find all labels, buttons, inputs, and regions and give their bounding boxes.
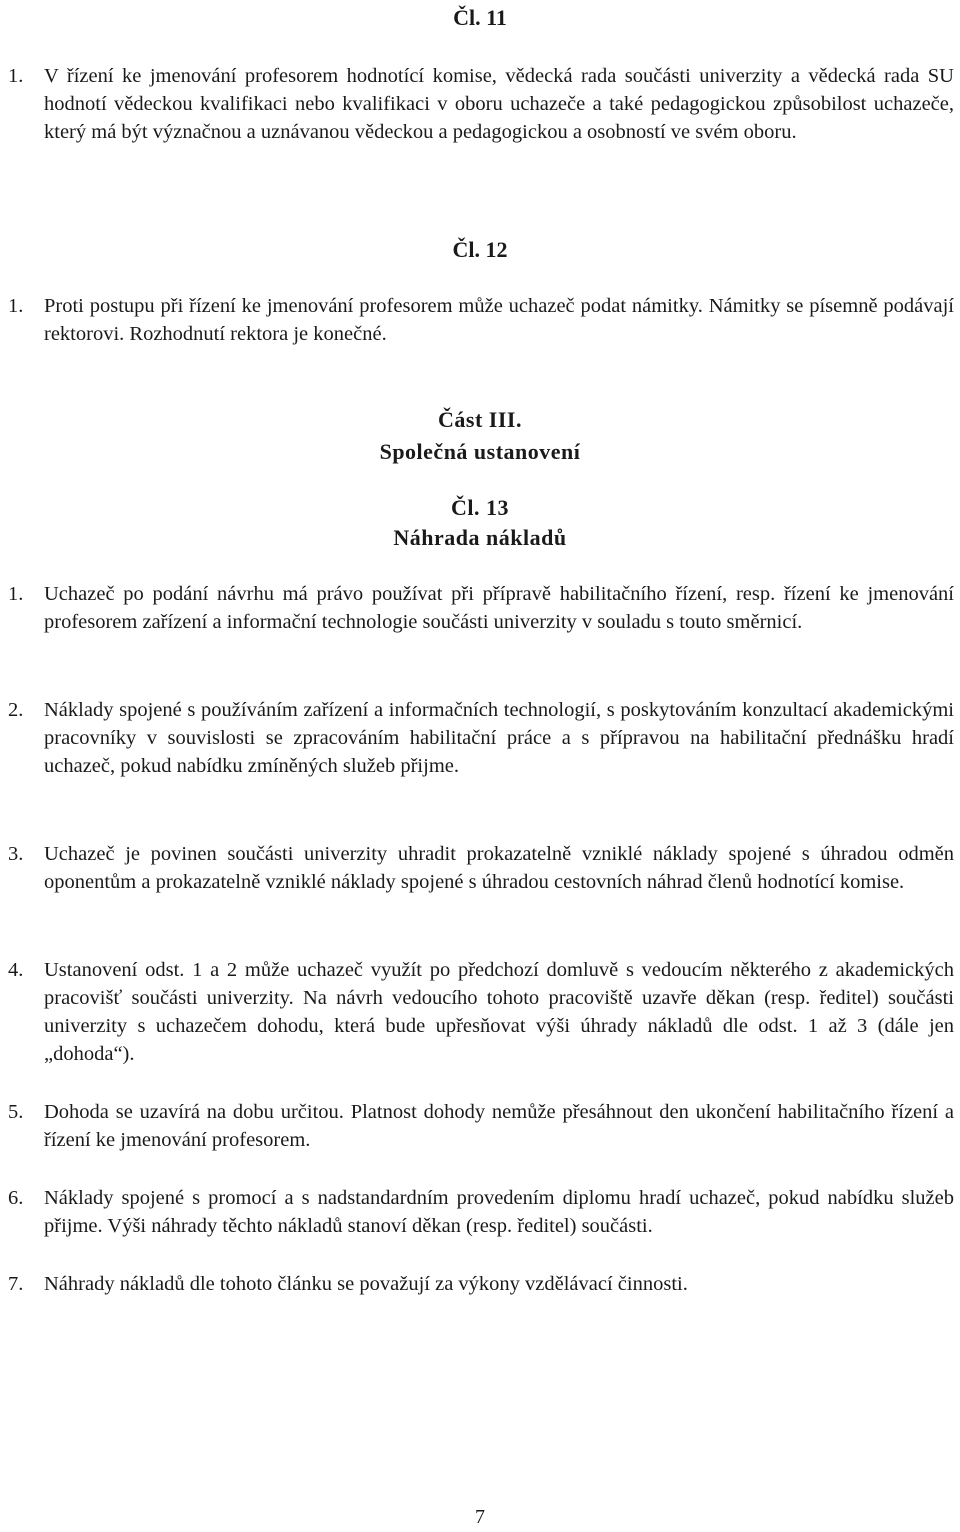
paragraph-number: 1. bbox=[8, 295, 24, 317]
paragraph-text: Náhrady nákladů dle tohoto článku se považují za výkony vzdělávací činnosti. bbox=[44, 1273, 688, 1295]
paragraph-number: 3. bbox=[8, 843, 24, 865]
article-12-paragraph-1 bbox=[8, 292, 954, 348]
article-13-paragraph-4 bbox=[8, 956, 954, 1068]
paragraph-text: Náklady spojené s používáním zařízení a informačních technologií, s poskytováním konzultací akademickými pracovníky v souvislosti se zpracováním habilitační práce a s přípravou na habilitační přednášku hradí uchazeč, pokud nabídku zmíněných služeb přijme. bbox=[44, 699, 954, 777]
article-heading-11: Čl. 11 bbox=[453, 5, 507, 30]
paragraph-text: Uchazeč po podání návrhu má právo používat při přípravě habilitačního řízení, resp. řízení ke jmenování profesorem zařízení a informační technologie součásti univerzity v souladu s touto směrnicí. bbox=[44, 583, 954, 633]
paragraph-text: Ustanovení odst. 1 a 2 může uchazeč využít po předchozí domluvě s vedoucím některého z akademických pracovišť součásti univerzity. Na návrh vedoucího tohoto pracoviště uzavře děkan (resp. ředitel) součásti univerzity s uchazečem dohodu, která bude upřesňovat výši úhrady nákladů dle odst. 1 až 3 (dále jen „dohoda“). bbox=[44, 959, 954, 1065]
part-heading: Část III. bbox=[438, 407, 522, 432]
article-13-paragraph-3 bbox=[8, 840, 954, 896]
article-13-paragraph-6 bbox=[8, 1184, 954, 1240]
paragraph-number: 1. bbox=[8, 65, 24, 87]
part-title: Společná ustanovení bbox=[379, 439, 581, 464]
paragraph-number: 6. bbox=[8, 1187, 24, 1209]
article-title-13: Náhrada nákladů bbox=[393, 525, 567, 550]
paragraph-number: 7. bbox=[8, 1273, 24, 1295]
article-13-paragraph-5 bbox=[8, 1098, 954, 1154]
paragraph-text: Dohoda se uzavírá na dobu určitou. Platnost dohody nemůže přesáhnout den ukončení habilitačního řízení a řízení ke jmenování profesorem. bbox=[44, 1101, 954, 1151]
paragraph-text: Proti postupu při řízení ke jmenování profesorem může uchazeč podat námitky. Námitky se písemně podávají rektorovi. Rozhodnutí rektora je konečné. bbox=[44, 295, 954, 345]
paragraph-number: 1. bbox=[8, 583, 24, 605]
article-heading-12: Čl. 12 bbox=[452, 237, 508, 262]
article-11-paragraph-1 bbox=[8, 62, 954, 146]
article-13-paragraph-7 bbox=[8, 1270, 954, 1298]
paragraph-number: 4. bbox=[8, 959, 24, 981]
paragraph-text: Uchazeč je povinen součásti univerzity uhradit prokazatelně vzniklé náklady spojené s úhradou odměn oponentům a prokazatelně vzniklé náklady spojené s úhradou cestovních náhrad členů hodnotící komise. bbox=[44, 843, 954, 893]
paragraph-number: 2. bbox=[8, 699, 24, 721]
paragraph-text: V řízení ke jmenování profesorem hodnotící komise, vědecká rada součásti univerzity a vědecká rada SU hodnotí vědeckou kvalifikaci nebo kvalifikaci v oboru uchazeče a také pedagogickou způsobilost uchazeče, který má být význačnou a uznávanou vědeckou a pedagogickou a osobností ve svém oboru. bbox=[44, 65, 954, 143]
article-heading-13: Čl. 13 bbox=[451, 495, 509, 520]
page-number: 7 bbox=[475, 1506, 485, 1528]
paragraph-number: 5. bbox=[8, 1101, 24, 1123]
paragraph-text: Náklady spojené s promocí a s nadstandardním provedením diplomu hradí uchazeč, pokud nabídku služeb přijme. Výši náhrady těchto nákladů stanoví děkan (resp. ředitel) součásti. bbox=[44, 1187, 954, 1237]
article-13-paragraph-2 bbox=[8, 696, 954, 780]
article-13-paragraph-1 bbox=[8, 580, 954, 636]
